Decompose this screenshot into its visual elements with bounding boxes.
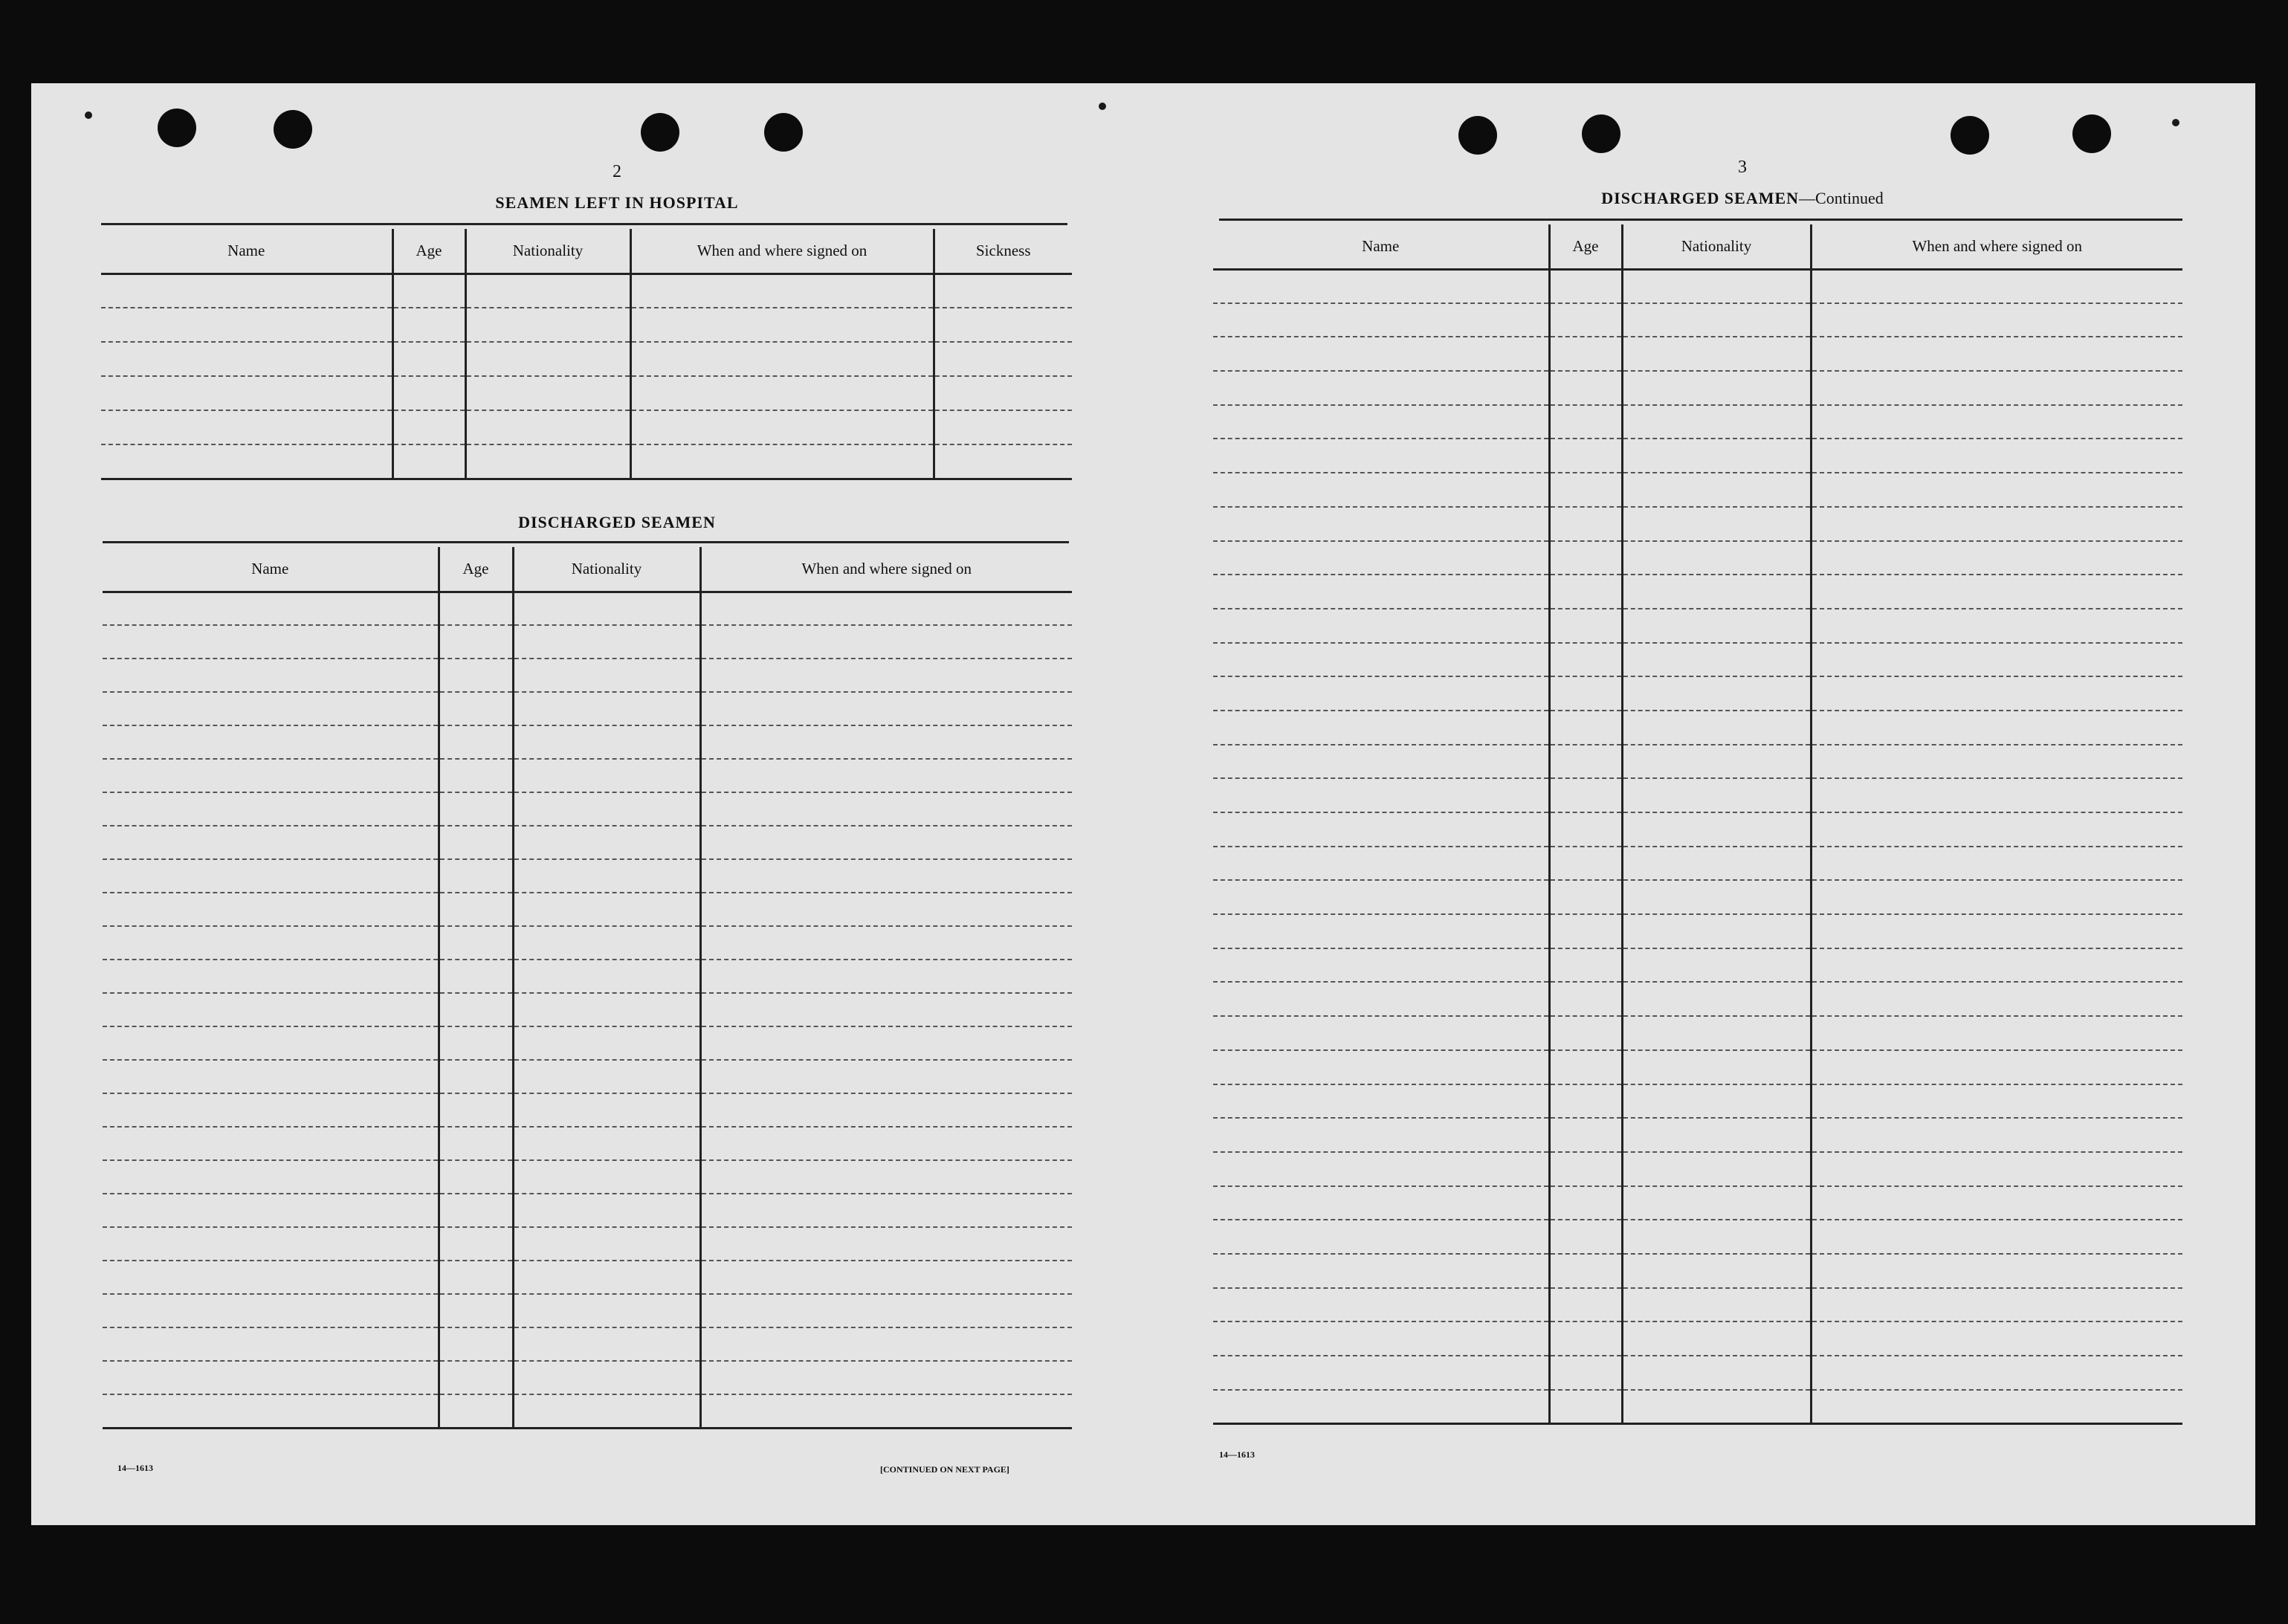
table-row [103,1093,1072,1127]
table-row [103,725,1072,759]
col-signed-on-header: When and where signed on [630,229,934,274]
table-row [103,1261,1072,1294]
table-row [1213,337,2182,371]
table-row [103,692,1072,725]
table-row [1213,982,2182,1016]
table-row [1213,1152,2182,1186]
table-row [1213,1186,2182,1220]
table-row [103,1194,1072,1227]
table-row [101,444,1072,479]
table-row [103,1026,1072,1060]
discharged-table [103,547,1072,1429]
page-number: 2 [613,162,621,181]
double-rule [101,223,1067,225]
title-suffix: —Continued [1799,189,1884,207]
table-row [1213,1050,2182,1084]
col-sickness-header: Sickness [934,229,1072,274]
col-nationality-header: Nationality [465,229,630,274]
table-header-row [101,229,1072,274]
table-row [103,759,1072,792]
col-age-header: Age [392,229,465,274]
discharged-continued-title [1519,189,1965,208]
col-name-header: Name [1213,224,1549,269]
table-row [1213,1390,2182,1424]
table-row [103,1361,1072,1394]
table-row [103,826,1072,859]
table-row [1213,269,2182,303]
table-row [103,1327,1072,1361]
table-row [103,1294,1072,1327]
table-row [101,342,1072,376]
table-row [1213,507,2182,541]
table-row [1213,303,2182,337]
table-row [1213,745,2182,779]
double-rule [103,541,1069,543]
col-age-header: Age [1549,224,1622,269]
col-name-header: Name [103,547,439,592]
table-row [1213,575,2182,609]
table-row [1213,1084,2182,1119]
table-row [1213,371,2182,405]
form-number: 14—1613 [117,1463,153,1473]
table-row [103,1127,1072,1160]
col-age-header: Age [439,547,513,592]
table-row [103,993,1072,1026]
discharged-continued-table [1213,224,2182,1425]
table-row [101,410,1072,444]
col-signed-on-header: When and where signed on [700,547,1072,592]
double-rule [1219,219,2182,221]
table-row [1213,778,2182,812]
table-header-row [103,547,1072,592]
continued-note: [CONTINUED ON NEXT PAGE] [880,1464,1009,1475]
table-row [1213,676,2182,711]
table-row [1213,1220,2182,1254]
page-number: 3 [1738,158,1747,177]
table-row [103,1394,1072,1428]
table-row [101,274,1072,308]
discharged-title: DISCHARGED SEAMEN [518,513,716,531]
table-row [1213,711,2182,745]
table-row [103,893,1072,926]
table-row [103,1227,1072,1261]
table-row [103,926,1072,960]
table-row [1213,914,2182,948]
table-row [103,859,1072,893]
table-row [103,1160,1072,1194]
form-number: 14—1613 [1219,1449,1255,1460]
col-signed-on-header: When and where signed on [1811,224,2182,269]
hospital-title: SEAMEN LEFT IN HOSPITAL [495,193,739,212]
table-row [1213,1016,2182,1050]
table-row [103,1060,1072,1093]
table-row [1213,880,2182,914]
form-sheet [31,83,2255,1525]
table-row [101,308,1072,342]
right-page [1143,83,2255,1525]
table-row [1213,473,2182,507]
table-row [103,592,1072,625]
table-row [1213,948,2182,983]
table-row [103,960,1072,993]
left-page [31,83,1143,1525]
title-main: DISCHARGED SEAMEN [1601,189,1800,207]
table-row [1213,1254,2182,1288]
table-header-row [1213,224,2182,269]
col-name-header: Name [101,229,392,274]
table-row [1213,1321,2182,1356]
table-row [1213,1118,2182,1152]
table-row [1213,847,2182,881]
table-row [101,376,1072,410]
hospital-table [101,229,1072,480]
table-row [103,659,1072,692]
table-row [1213,405,2182,439]
table-row [1213,439,2182,473]
table-row [1213,1288,2182,1322]
table-row [1213,643,2182,677]
table-row [1213,1356,2182,1390]
col-nationality-header: Nationality [513,547,700,592]
table-row [1213,609,2182,643]
table-row [103,792,1072,826]
table-row [1213,812,2182,847]
table-row [103,625,1072,659]
col-nationality-header: Nationality [1622,224,1811,269]
table-row [1213,541,2182,575]
